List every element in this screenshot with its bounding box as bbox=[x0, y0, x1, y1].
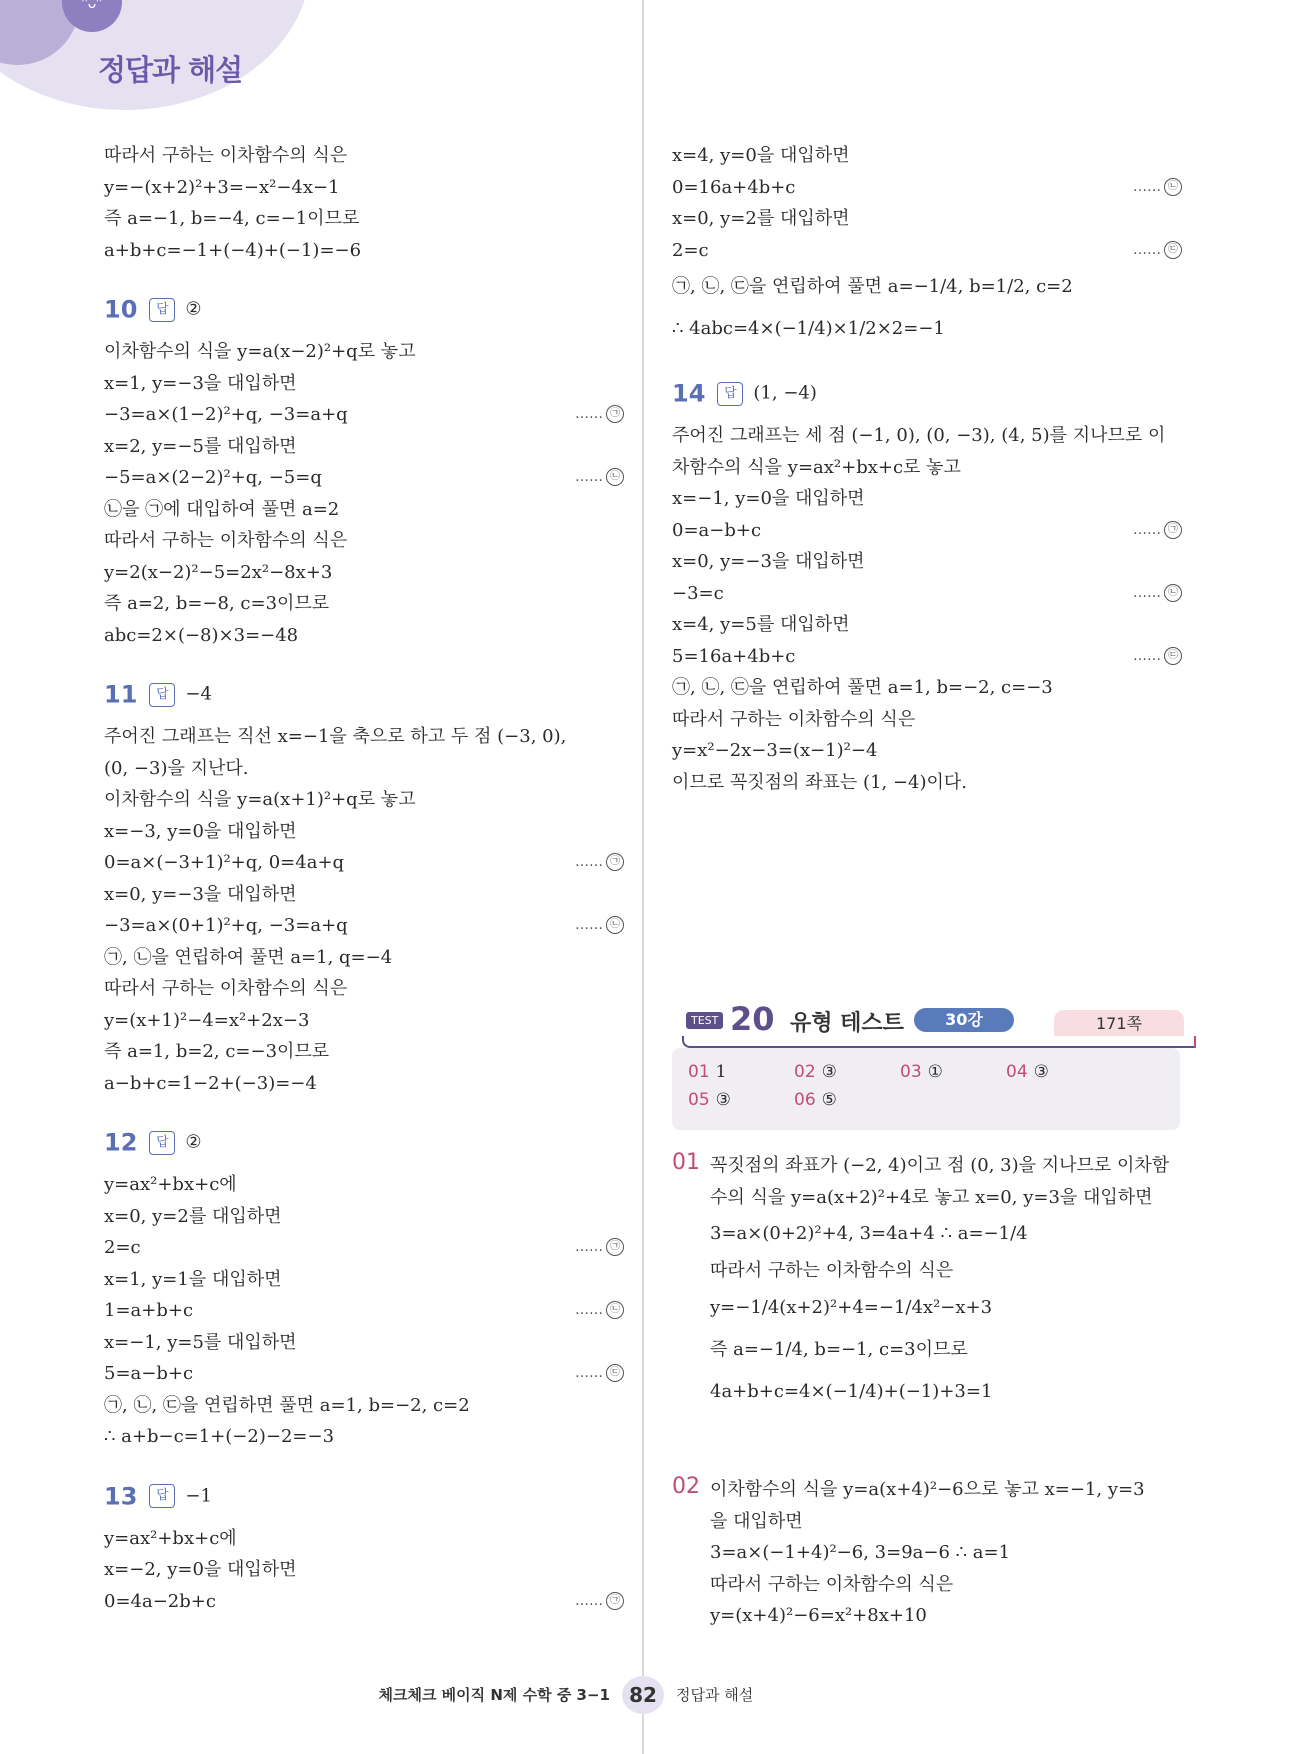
line-text: x=2, y=−5를 대입하면 bbox=[104, 435, 297, 457]
text-line: a+b+c=−1+(−4)+(−1)=−6 bbox=[104, 239, 362, 261]
text-line bbox=[672, 172, 1182, 204]
line-text: 주어진 그래프는 직선 x=−1을 축으로 하고 두 점 (−3, 0), bbox=[104, 726, 567, 747]
answer-key-item bbox=[794, 1062, 837, 1082]
line-text: 0=4a−2b+c bbox=[104, 1590, 216, 1612]
equation-tag: …… ㉠ bbox=[575, 1232, 624, 1264]
answer-label: 답 bbox=[149, 1484, 175, 1508]
line-text: 이차함수의 식을 y=a(x−2)²+q로 놓고 bbox=[104, 341, 416, 362]
problem-header bbox=[104, 669, 624, 719]
text-line bbox=[104, 620, 624, 652]
line-text: x=4, y=0을 대입하면 bbox=[672, 145, 850, 166]
text-line bbox=[672, 609, 1182, 641]
page-number: 82 bbox=[622, 1676, 664, 1714]
line-text: 을 대입하면 bbox=[710, 1510, 803, 1532]
solution-01 bbox=[672, 1150, 1182, 1413]
problem-number: 14 bbox=[672, 379, 706, 408]
text-line bbox=[672, 266, 1182, 308]
equation-label: ㉡ bbox=[1164, 178, 1182, 196]
equation-label: ㉢ bbox=[606, 1364, 624, 1382]
text-line bbox=[672, 515, 1182, 547]
text-line bbox=[710, 1537, 1182, 1569]
line-text: 0=a×(−3+1)²+q, 0=4a+q bbox=[104, 852, 345, 873]
problem-header bbox=[104, 1471, 624, 1521]
answer-key-number: 03 bbox=[900, 1062, 922, 1082]
line-text: 2=c bbox=[104, 1237, 141, 1258]
text-line bbox=[710, 1371, 1182, 1413]
answer-key-number: 06 bbox=[794, 1090, 816, 1110]
problem-number: 12 bbox=[104, 1128, 138, 1157]
equation-tag: …… ㉠ bbox=[575, 1586, 624, 1618]
problem-answer: −1 bbox=[185, 1485, 212, 1506]
line-text: 수의 식을 y=a(x+2)²+4로 놓고 x=0, y=3을 대입하면 bbox=[710, 1186, 1153, 1208]
line-text: 주어진 그래프는 세 점 (−1, 0), (0, −3), (4, 5)를 지나므로 이 bbox=[672, 425, 1166, 446]
text-line bbox=[104, 1295, 624, 1327]
answer-key-item bbox=[794, 1090, 837, 1110]
equation-label: ㉠ bbox=[606, 405, 624, 423]
text-line bbox=[104, 847, 624, 879]
text-line bbox=[104, 879, 624, 911]
lecture-badge: 30강 bbox=[914, 1008, 1014, 1032]
line-text: a−b+c=1−2+(−3)=−4 bbox=[104, 1072, 317, 1094]
line-text: x=−1, y=0을 대입하면 bbox=[672, 488, 865, 509]
text-line bbox=[104, 1554, 624, 1586]
line-text: y=2(x−2)²−5=2x²−8x+3 bbox=[104, 561, 333, 583]
text-line bbox=[104, 1390, 624, 1422]
answer-key-item bbox=[688, 1090, 731, 1110]
equation-label: ㉡ bbox=[1164, 584, 1182, 602]
line-text: 따라서 구하는 이차함수의 식은 bbox=[104, 978, 348, 999]
line-text: ㉡을 ㉠에 대입하여 풀면 a=2 bbox=[104, 498, 340, 520]
text-line bbox=[104, 1201, 624, 1233]
text-line bbox=[672, 704, 1182, 736]
text-line bbox=[672, 235, 1182, 267]
equation-tag: …… ㉡ bbox=[1133, 172, 1182, 204]
line-text: −3=a×(1−2)²+q, −3=a+q bbox=[104, 404, 348, 425]
left-column bbox=[104, 140, 624, 1617]
line-text: x=−1, y=5를 대입하면 bbox=[104, 1331, 297, 1353]
answer-key-value: ① bbox=[927, 1062, 943, 1082]
equation-label: ㉠ bbox=[606, 1238, 624, 1256]
equation-label: ㉢ bbox=[1164, 647, 1182, 665]
text-line bbox=[104, 1421, 624, 1453]
solution-02 bbox=[672, 1474, 1182, 1632]
text-line bbox=[104, 753, 624, 785]
text-line bbox=[710, 1287, 1182, 1329]
problem-answer: ② bbox=[185, 298, 202, 320]
equation-tag: …… ㉡ bbox=[575, 462, 624, 494]
line-text: 따라서 구하는 이차함수의 식은 bbox=[710, 1573, 954, 1595]
text-line bbox=[672, 641, 1182, 673]
text-line bbox=[710, 1600, 1182, 1632]
problem-header bbox=[104, 1117, 624, 1167]
equation-tag: …… ㉡ bbox=[1133, 578, 1182, 610]
line-text: x=0, y=−3을 대입하면 bbox=[104, 883, 297, 905]
equation-label: ㉢ bbox=[1164, 241, 1182, 259]
answer-label: 답 bbox=[717, 382, 743, 406]
text-line bbox=[710, 1569, 1182, 1601]
text-line bbox=[104, 368, 624, 400]
line-text: (0, −3)을 지난다. bbox=[104, 757, 249, 779]
column-divider bbox=[642, 0, 644, 1754]
line-text: 5=a−b+c bbox=[104, 1363, 194, 1384]
text-line: y=−(x+2)²+3=−x²−4x−1 bbox=[104, 176, 340, 198]
line-text: y=−1/4(x+2)²+4=−1/4x²−x+3 bbox=[710, 1296, 993, 1318]
answer-key-value: 1 bbox=[715, 1062, 727, 1082]
line-text: ㉠, ㉡, ㉢을 연립하면 풀면 a=1, b=−2, c=2 bbox=[104, 1394, 470, 1416]
line-text: y=ax²+bx+c에 bbox=[104, 1527, 237, 1549]
text-line bbox=[710, 1474, 1182, 1506]
line-text: x=1, y=1을 대입하면 bbox=[104, 1268, 282, 1290]
test-title: 유형 테스트 bbox=[790, 1011, 904, 1036]
answer-key-number: 05 bbox=[688, 1090, 710, 1110]
line-text: 1=a+b+c bbox=[104, 1300, 194, 1321]
line-text: x=−2, y=0을 대입하면 bbox=[104, 1559, 297, 1580]
text-line bbox=[104, 1586, 624, 1618]
problem-12 bbox=[104, 1117, 624, 1453]
equation-tag: …… ㉢ bbox=[1133, 641, 1182, 673]
text-line bbox=[710, 1150, 1182, 1182]
problem-13-continued bbox=[672, 140, 1182, 350]
line-text: y=ax²+bx+c에 bbox=[104, 1174, 237, 1195]
footer-book-title: 체크체크 베이직 N제 수학 중 3−1 bbox=[378, 1686, 610, 1704]
page-title: 정답과 해설 bbox=[98, 53, 243, 87]
text-line bbox=[710, 1506, 1182, 1538]
problem-10 bbox=[104, 284, 624, 651]
text-line bbox=[104, 431, 624, 463]
equation-tag: …… ㉡ bbox=[575, 1295, 624, 1327]
problem-header bbox=[672, 368, 1182, 418]
text-line bbox=[672, 452, 1182, 484]
problem-header bbox=[104, 284, 624, 334]
page-reference: 171쪽 bbox=[1054, 1010, 1184, 1036]
equation-label: ㉠ bbox=[1164, 521, 1182, 539]
text-line bbox=[672, 767, 1182, 799]
problem-number: 11 bbox=[104, 680, 138, 709]
text-line bbox=[104, 784, 624, 816]
equation-label: ㉠ bbox=[606, 853, 624, 871]
text-line bbox=[710, 1255, 1182, 1287]
mascot-icon: ᵔᴗᵔ bbox=[62, 0, 122, 32]
problem-answer: ② bbox=[185, 1131, 202, 1153]
answer-key-item bbox=[1006, 1062, 1049, 1082]
line-text: −5=a×(2−2)²+q, −5=q bbox=[104, 467, 322, 488]
problem-number: 13 bbox=[104, 1482, 138, 1510]
text-line bbox=[104, 1327, 624, 1359]
test-header bbox=[672, 1002, 1192, 1042]
answer-key-box bbox=[672, 1048, 1180, 1130]
text-line bbox=[104, 525, 624, 557]
text-line bbox=[672, 140, 1182, 172]
text-line bbox=[672, 672, 1182, 704]
line-text: 이차함수의 식을 y=a(x+1)²+q로 놓고 bbox=[104, 789, 416, 810]
line-text: x=−3, y=0을 대입하면 bbox=[104, 820, 297, 842]
line-text: 따라서 구하는 이차함수의 식은 bbox=[710, 1260, 954, 1281]
line-text: 꼭짓점의 좌표가 (−2, 4)이고 점 (0, 3)을 지나므로 이차함 bbox=[710, 1155, 1170, 1176]
text-line: 즉 a=−1, b=−4, c=−1이므로 bbox=[104, 208, 360, 229]
line-text: 0=a−b+c bbox=[672, 519, 762, 541]
answer-key-number: 01 bbox=[688, 1062, 710, 1082]
text-line bbox=[104, 1036, 624, 1068]
equation-label: ㉠ bbox=[606, 1592, 624, 1610]
answer-key-value: ③ bbox=[715, 1090, 731, 1110]
text-line bbox=[104, 721, 624, 753]
answer-key-value: ③ bbox=[821, 1062, 837, 1082]
text-line bbox=[104, 557, 624, 589]
text-line bbox=[104, 1169, 624, 1201]
answer-label: 답 bbox=[149, 683, 175, 707]
answer-key-item bbox=[688, 1062, 726, 1082]
text-line bbox=[104, 1232, 624, 1264]
problem-number: 10 bbox=[104, 295, 138, 324]
line-text: 이차함수의 식을 y=a(x+4)²−6으로 놓고 x=−1, y=3 bbox=[710, 1479, 1145, 1500]
equation-tag: …… ㉠ bbox=[575, 847, 624, 879]
text-line bbox=[672, 578, 1182, 610]
line-text: −3=c bbox=[672, 582, 724, 604]
line-text: 따라서 구하는 이차함수의 식은 bbox=[672, 708, 916, 730]
answer-label: 답 bbox=[149, 298, 175, 322]
text-line bbox=[710, 1329, 1182, 1371]
equation-label: ㉡ bbox=[606, 1301, 624, 1319]
line-text: 3=a×(−1+4)²−6, 3=9a−6 ∴ a=1 bbox=[710, 1542, 1011, 1563]
line-text: 5=16a+4b+c bbox=[672, 645, 796, 667]
line-text: x=0, y=−3을 대입하면 bbox=[672, 551, 865, 572]
text-line bbox=[672, 203, 1182, 235]
line-text: 이므로 꼭짓점의 좌표는 (1, −4)이다. bbox=[672, 771, 968, 793]
text-line bbox=[104, 462, 624, 494]
line-text: ∴ 4abc=4×(−1/4)×1/2×2=−1 bbox=[672, 318, 945, 339]
text-line bbox=[104, 494, 624, 526]
text-line bbox=[104, 399, 624, 431]
answer-key-value: ⑤ bbox=[821, 1090, 837, 1110]
answer-key-number: 02 bbox=[794, 1062, 816, 1082]
answer-key-value: ③ bbox=[1033, 1062, 1049, 1082]
line-text: x=4, y=5를 대입하면 bbox=[672, 614, 850, 635]
equation-tag: …… ㉢ bbox=[575, 1358, 624, 1390]
line-text: 즉 a=1, b=2, c=−3이므로 bbox=[104, 1041, 330, 1062]
text-line bbox=[104, 336, 624, 368]
text-line bbox=[672, 546, 1182, 578]
line-text: 0=16a+4b+c bbox=[672, 176, 796, 198]
equation-label: ㉡ bbox=[606, 468, 624, 486]
text-line bbox=[104, 910, 624, 942]
text-line bbox=[104, 942, 624, 974]
line-text: y=(x+4)²−6=x²+8x+10 bbox=[710, 1605, 927, 1626]
line-text: 4a+b+c=4×(−1/4)+(−1)+3=1 bbox=[710, 1380, 993, 1402]
text-line bbox=[104, 973, 624, 1005]
problem-13 bbox=[104, 1471, 624, 1618]
equation-tag: …… ㉡ bbox=[575, 910, 624, 942]
text-line bbox=[104, 1358, 624, 1390]
problem-11 bbox=[104, 669, 624, 1099]
text-line bbox=[710, 1182, 1182, 1214]
line-text: y=(x+1)²−4=x²+2x−3 bbox=[104, 1009, 310, 1031]
line-text: 즉 a=−1/4, b=−1, c=3이므로 bbox=[710, 1338, 968, 1360]
text-line bbox=[104, 816, 624, 848]
text-line bbox=[104, 1523, 624, 1555]
test-badge: TEST bbox=[686, 1012, 723, 1029]
line-text: ∴ a+b−c=1+(−2)−2=−3 bbox=[104, 1426, 335, 1447]
text-line bbox=[672, 735, 1182, 767]
equation-tag: …… ㉠ bbox=[575, 399, 624, 431]
line-text: abc=2×(−8)×3=−48 bbox=[104, 624, 299, 646]
problem-14 bbox=[672, 368, 1182, 798]
line-text: ㉠, ㉡, ㉢을 연립하여 풀면 a=−1/4, b=1/2, c=2 bbox=[672, 276, 1073, 297]
line-text: 2=c bbox=[672, 239, 709, 261]
test-number: 20 bbox=[730, 1000, 775, 1038]
text-line bbox=[104, 1264, 624, 1296]
text-line bbox=[104, 588, 624, 620]
equation-tag: …… ㉢ bbox=[1133, 235, 1182, 267]
answer-key-item bbox=[900, 1062, 943, 1082]
text-line bbox=[672, 308, 1182, 350]
line-text: 즉 a=2, b=−8, c=3이므로 bbox=[104, 593, 330, 614]
intro-block bbox=[104, 140, 624, 266]
page-footer bbox=[0, 1676, 1300, 1716]
line-text: ㉠, ㉡을 연립하여 풀면 a=1, q=−4 bbox=[104, 946, 393, 968]
answer-label: 답 bbox=[149, 1131, 175, 1155]
text-line: 따라서 구하는 이차함수의 식은 bbox=[104, 145, 348, 166]
right-column bbox=[672, 140, 1182, 798]
text-line bbox=[672, 483, 1182, 515]
solution-number: 02 bbox=[672, 1474, 700, 1499]
text-line bbox=[710, 1213, 1182, 1255]
text-line bbox=[672, 420, 1182, 452]
problem-answer: (1, −4) bbox=[753, 382, 817, 404]
line-text: 따라서 구하는 이차함수의 식은 bbox=[104, 530, 348, 551]
test-header-underline bbox=[682, 1036, 1196, 1048]
equation-tag: …… ㉠ bbox=[1133, 515, 1182, 547]
footer-section: 정답과 해설 bbox=[676, 1686, 754, 1704]
line-text: x=0, y=2를 대입하면 bbox=[672, 208, 850, 229]
line-text: −3=a×(0+1)²+q, −3=a+q bbox=[104, 915, 348, 936]
text-line bbox=[104, 1005, 624, 1037]
line-text: x=0, y=2를 대입하면 bbox=[104, 1205, 282, 1227]
line-text: x=1, y=−3을 대입하면 bbox=[104, 372, 297, 394]
line-text: 3=a×(0+2)²+4, 3=4a+4 ∴ a=−1/4 bbox=[710, 1223, 1028, 1244]
answer-key-number: 04 bbox=[1006, 1062, 1028, 1082]
text-line bbox=[104, 1068, 624, 1100]
line-text: ㉠, ㉡, ㉢을 연립하여 풀면 a=1, b=−2, c=−3 bbox=[672, 677, 1053, 698]
problem-answer: −4 bbox=[185, 683, 212, 705]
equation-label: ㉡ bbox=[606, 916, 624, 934]
line-text: 차함수의 식을 y=ax²+bx+c로 놓고 bbox=[672, 456, 961, 478]
line-text: y=x²−2x−3=(x−1)²−4 bbox=[672, 740, 878, 761]
solution-number: 01 bbox=[672, 1150, 700, 1175]
